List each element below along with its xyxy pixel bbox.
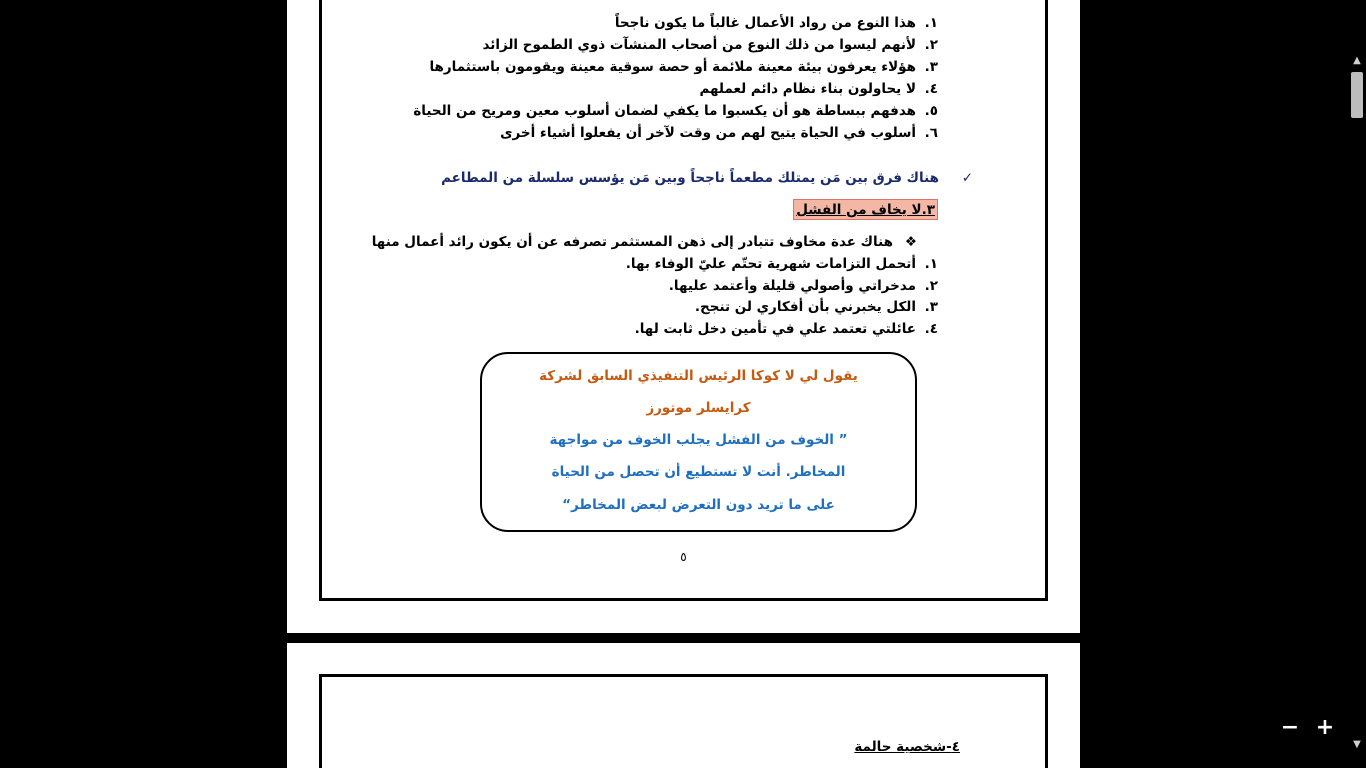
list-number: ٢. (924, 278, 938, 294)
list-text: أسلوب في الحياة يتيح لهم من وقت لآخر أن يفعلوا أشياء أخرى (500, 125, 916, 141)
list-text: هذا النوع من رواد الأعمال غالباً ما يكون ناجحاً (614, 15, 916, 31)
list-item (669, 278, 938, 294)
diamond-bullet-icon: ❖ (904, 234, 917, 250)
list-number: ٢. (924, 37, 938, 53)
zoom-in-button[interactable]: + (1315, 715, 1335, 740)
zoom-out-button[interactable]: − (1280, 715, 1300, 740)
list-number: ١. (924, 256, 938, 272)
list-item (695, 299, 938, 315)
section-heading (793, 202, 938, 218)
list-item (500, 125, 938, 141)
list-number: ٣. (924, 59, 938, 75)
list-number: ٤. (924, 321, 938, 337)
section-heading-text: ٤-شخصية حالمة (854, 739, 960, 755)
list-text: هدفهم ببساطة هو أن يكسبوا ما يكفي لضمان أسلوب معين ومريح من الحياة (413, 103, 916, 119)
intro-bullet (372, 234, 917, 250)
quote-company: كرايسلر موتورز (646, 400, 751, 416)
quote-text: ” الخوف من الفشل يجلب الخوف من مواجهة (549, 432, 848, 448)
list-number: ٤. (924, 81, 938, 97)
list-item (615, 15, 938, 31)
document-page-2 (287, 643, 1080, 768)
scroll-up-arrow-icon[interactable]: ▲ (1353, 55, 1361, 66)
list-text: الكل يخبرني بأن أفكاري لن تنجح. (694, 299, 916, 315)
list-item (635, 321, 938, 337)
quote-text: المخاطر. أنت لا تستطيع أن تحصل من الحياة (551, 464, 846, 480)
list-text: أتحمل التزامات شهرية تحتّم عليّ الوفاء بها. (625, 256, 916, 272)
quote-text: على ما تريد دون التعرض لبعض المخاطر“ (562, 497, 835, 513)
list-item (482, 37, 938, 53)
scroll-down-arrow-icon[interactable]: ▼ (1353, 739, 1361, 750)
list-text: لأنهم ليسوا من ذلك النوع من أصحاب المنشآت ذوي الطموح الزائد (482, 37, 916, 53)
list-number: ١. (924, 15, 938, 31)
vertical-scrollbar[interactable] (1348, 0, 1366, 768)
check-note (441, 170, 973, 186)
list-text: عائلتي تعتمد علي في تأمين دخل ثابت لها. (634, 321, 916, 337)
quote-attribution: يقول لي لا كوكا الرئيس التنفيذي السابق لشركة (539, 368, 858, 384)
scrollbar-thumb[interactable] (1351, 72, 1363, 118)
document-page-1 (287, 0, 1080, 633)
list-item (626, 256, 938, 272)
list-item (699, 81, 938, 97)
section-heading-text: ٣.لا يخاف من الفشل (793, 199, 938, 220)
checkmark-icon: ✓ (961, 170, 973, 186)
list-number: ٥. (924, 103, 938, 119)
list-item (429, 59, 938, 75)
page-number: ٥ (680, 550, 687, 564)
list-item (413, 103, 938, 119)
list-text: مدخراتي وأصولي قليلة وأعتمد عليها. (668, 278, 916, 294)
section-heading (854, 739, 960, 755)
check-note-text: هناك فرق بين مَن يمتلك مطعماً ناجحاً وبين مَن يؤسس سلسلة من المطاعم (441, 170, 939, 186)
list-text: هؤلاء يعرفون بيئة معينة ملائمة أو حصة سوقية معينة ويقومون باستثمارها (429, 59, 916, 75)
list-number: ٦. (924, 125, 938, 141)
list-number: ٣. (924, 299, 938, 315)
intro-text: هناك عدة مخاوف تتبادر إلى ذهن المستثمر تصرفه عن أن يكون رائد أعمال منها (371, 234, 893, 250)
quote-box (480, 352, 917, 532)
list-text: لا يحاولون بناء نظام دائم لعملهم (699, 81, 916, 97)
